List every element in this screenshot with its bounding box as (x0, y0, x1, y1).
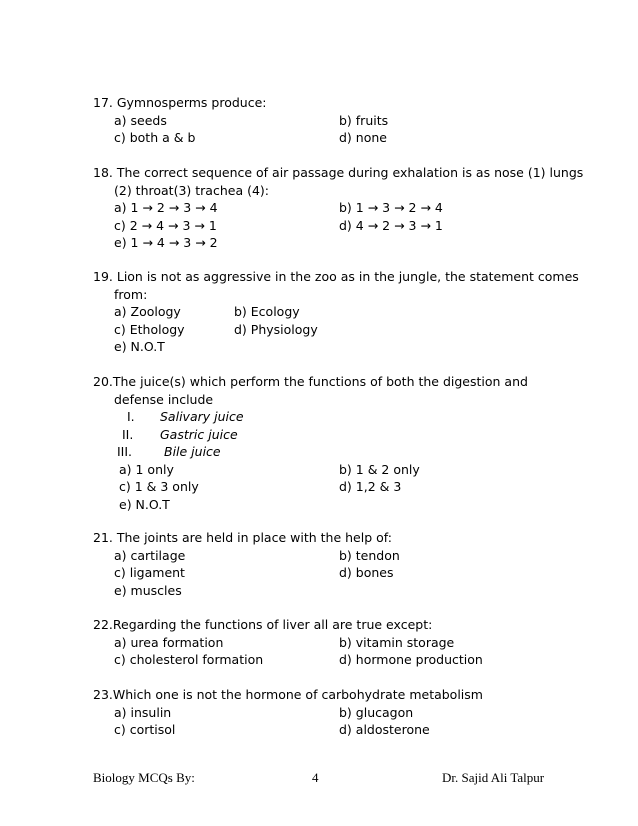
question-19-stem-cont: from: (114, 286, 148, 302)
footer-author: Dr. Sajid Ali Talpur (442, 770, 545, 785)
option-d: d) aldosterone (339, 722, 430, 737)
question-17-stem: 17. Gymnosperms produce: (93, 95, 267, 110)
option-e: e) N.O.T (114, 339, 165, 354)
option-d: d) Physiology (234, 321, 318, 337)
question-20-stem: 20.The juice(s) which perform the functions of both the digestion and (93, 374, 528, 389)
option-a: a) seeds (114, 112, 167, 128)
question-22-stem: 22.Regarding the functions of liver all are true except: (93, 617, 433, 632)
option-c: c) 1 & 3 only (119, 479, 199, 494)
option-b: b) glucagon (339, 704, 414, 720)
option-b: b) tendon (339, 547, 400, 563)
option-a: a) insulin (114, 704, 172, 720)
footer-left: Biology MCQs By: (93, 770, 195, 785)
option-c: c) cholesterol formation (114, 652, 264, 667)
option-d: d) bones (339, 565, 394, 580)
option-a: a) 1 only (119, 461, 174, 477)
option-c: c) both a & b (114, 130, 196, 145)
option-a: a) Zoology (114, 304, 181, 319)
option-d: d) 1,2 & 3 (339, 479, 402, 494)
option-a: a) 1 → 2 → 3 → 4 (114, 200, 218, 215)
option-c: c) cortisol (114, 722, 176, 737)
option-e: e) muscles (114, 582, 182, 598)
question-23-stem: 23.Which one is not the hormone of carbohydrate metabolism (93, 687, 483, 702)
option-d: d) none (339, 130, 387, 145)
option-b: b) 1 & 2 only (339, 461, 420, 477)
roman-numeral: II. (122, 426, 134, 442)
option-e: e) N.O.T (119, 496, 170, 512)
option-b: b) Ecology (234, 304, 300, 319)
option-c: c) Ethology (114, 321, 185, 337)
option-a: a) cartilage (114, 547, 186, 563)
roman-item-text: Bile juice (164, 444, 221, 459)
option-c: c) ligament (114, 565, 185, 580)
question-18-stem: 18. The correct sequence of air passage during exhalation is as nose (1) lungs (93, 165, 584, 180)
roman-numeral: III. (117, 444, 133, 459)
question-21-stem: 21. The joints are held in place with the help of: (93, 530, 392, 545)
question-19-stem: 19. Lion is not as aggressive in the zoo as in the jungle, the statement comes (93, 269, 579, 284)
roman-numeral: I. (127, 409, 135, 424)
option-c: c) 2 → 4 → 3 → 1 (114, 217, 217, 233)
option-b: b) vitamin storage (339, 634, 455, 650)
option-b: b) 1 → 3 → 2 → 4 (339, 200, 443, 215)
question-20-stem-cont: defense include (114, 391, 214, 407)
option-d: d) hormone production (339, 652, 483, 667)
roman-item-text: Salivary juice (160, 409, 244, 424)
question-18-stem-cont: (2) throat(3) trachea (4): (114, 182, 269, 198)
roman-item-text: Gastric juice (160, 426, 238, 442)
option-b: b) fruits (339, 112, 389, 128)
page-number: 4 (312, 770, 319, 785)
option-a: a) urea formation (114, 634, 224, 650)
option-e: e) 1 → 4 → 3 → 2 (114, 235, 218, 250)
option-d: d) 4 → 2 → 3 → 1 (339, 217, 443, 233)
